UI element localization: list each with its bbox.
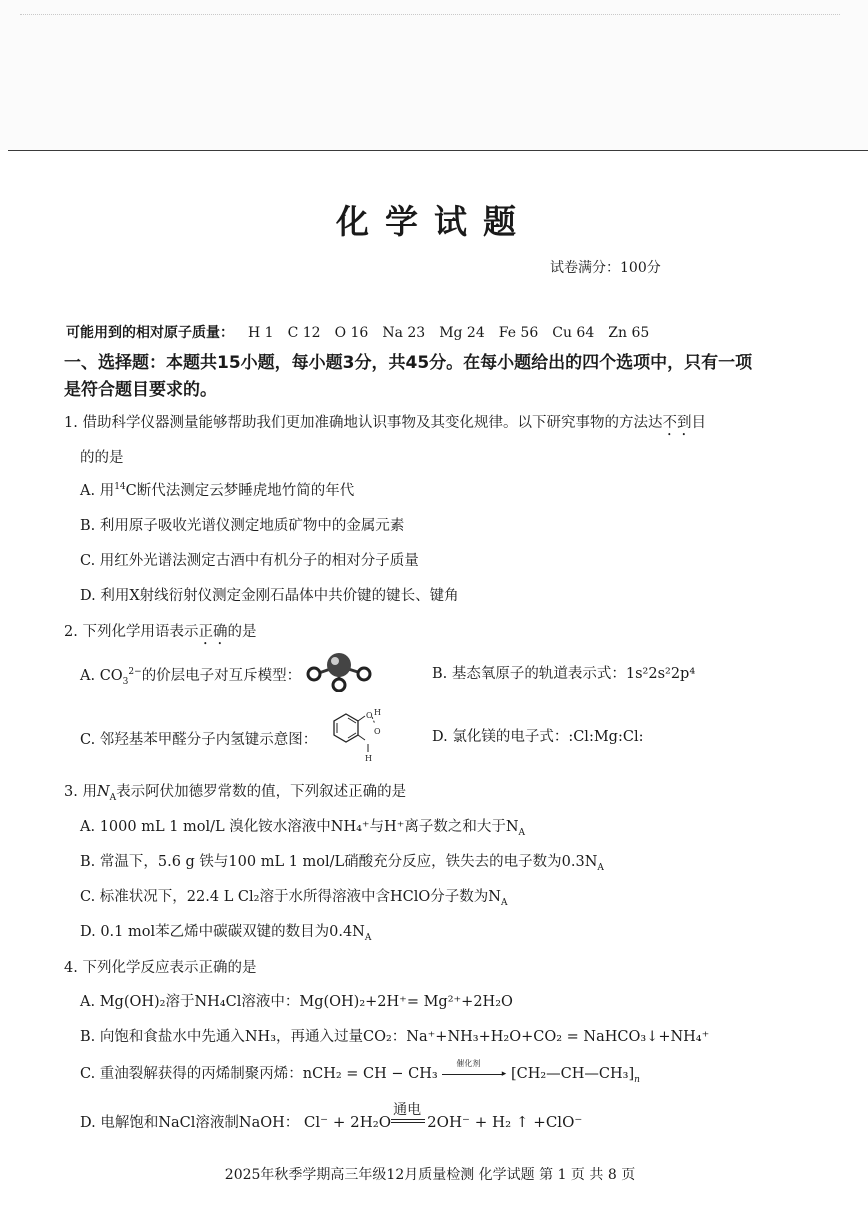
page-title: 化学试题	[336, 202, 532, 241]
q4-c-post: [CH₂—CH—CH₃]	[510, 1066, 635, 1082]
q3-stem-b: 表示阿伏加德罗常数的值，下列叙述正确的是	[116, 784, 407, 800]
q2-b-text: B. 基态氧原子的轨道表示式：	[432, 666, 626, 682]
full-score: 试卷满分：100分	[550, 260, 661, 276]
q1-option-b: B. 利用原子吸收光谱仪测定地质矿物中的金属元素	[80, 518, 405, 534]
q4-c-n: n	[634, 1074, 640, 1085]
page-footer: 2025年秋季学期高三年级12月质量检测 化学试题 第 1 页 共 8 页	[224, 1167, 636, 1183]
q4-c-pre: C. 重油裂解获得的丙烯制聚丙烯：nCH₂ = CH − CH₃	[80, 1066, 438, 1082]
atomic-masses	[66, 322, 649, 342]
q4-c-arrow: 催化剂 ▸	[442, 1067, 506, 1081]
q2-a-post: 的价层电子对互斥模型：	[141, 668, 302, 684]
scan-dots	[20, 14, 840, 25]
q2-d-formula: :Cl:Mg:Cl:	[568, 729, 644, 745]
q3-stem-a: 3. 用	[64, 784, 97, 800]
q2-stem-b: 的是	[227, 624, 257, 640]
header-rule	[8, 150, 868, 151]
q4-d-post: 2OH⁻ + H₂ ↑ +ClO⁻	[427, 1113, 583, 1131]
q3-b-text: B. 常温下，5.6 g 铁与100 mL 1 mol/L硝酸充分反应，铁失去的电子数为0.3N	[80, 854, 598, 870]
q1-stem	[64, 411, 706, 439]
q3-na-sub: A	[109, 792, 117, 803]
atomic-mass-item: Zn 65	[608, 325, 650, 341]
q2-stem	[64, 620, 256, 648]
q4-d-pre: D. 电解饱和NaCl溶液制NaOH：	[80, 1115, 300, 1131]
q3-a-text: A. 1000 mL 1 mol/L 溴化铵水溶液中NH₄⁺与H⁺离子数之和大于N	[80, 819, 519, 835]
q3-stem	[64, 780, 406, 803]
q4-c-catalyst: 催化剂	[456, 1059, 481, 1068]
q2-stem-emph: 正确	[198, 624, 228, 640]
q3-na: N	[96, 784, 110, 800]
q4-option-a: A. Mg(OH)₂溶于NH₄Cl溶液中：Mg(OH)₂+2H⁺= Mg²⁺+2H₂O	[80, 994, 513, 1010]
q1-stem-text: 1. 借助科学仪器测量能够帮助我们更加准确地认识事物及其变化规律。以下研究事物的方法达	[64, 415, 663, 431]
hb-atom-o1: O	[366, 711, 373, 720]
q2-d-text: D. 氯化镁的电子式：	[432, 729, 569, 745]
atomic-mass-item: Cu 64	[552, 325, 595, 341]
q3-option-d	[80, 920, 371, 943]
q2-option-c: C. 邻羟基苯甲醛分子内氢键示意图：	[80, 732, 318, 748]
q3-b-sub: A	[597, 862, 604, 873]
q4-option-b: B. 向饱和食盐水中先通入NH₃，再通入过量CO₂：Na⁺+NH₃+H₂O+CO₂ = NaHCO₃↓+NH₄⁺	[80, 1029, 710, 1045]
q3-option-c	[80, 885, 507, 908]
atomic-mass-list	[234, 325, 649, 341]
q2-option-a	[80, 664, 301, 687]
vsepr-model-diagram	[302, 648, 376, 692]
atomic-mass-item: C 12	[287, 325, 321, 341]
q1-stem-cont: 的的是	[80, 450, 124, 466]
q3-d-text: D. 0.1 mol苯乙烯中碳碳双键的数目为0.4N	[80, 924, 365, 940]
q2-option-d	[432, 725, 643, 746]
q2-a-sup: 2−	[128, 667, 142, 678]
q4-d-condition	[391, 1102, 427, 1127]
q3-option-b	[80, 850, 604, 873]
q4-option-c	[80, 1059, 640, 1085]
q4-d-eq: Cl⁻ + 2H₂O	[303, 1113, 392, 1131]
q3-a-sub: A	[518, 827, 526, 838]
q3-option-a	[80, 815, 525, 838]
q1-a-pre: A. 用	[80, 483, 115, 499]
q1-a-sup: 14	[114, 482, 126, 493]
q4-stem: 4. 下列化学反应表示正确的是	[64, 960, 257, 976]
q2-option-b	[432, 662, 695, 683]
atomic-mass-item: H 1	[248, 325, 274, 341]
q3-d-sub: A	[364, 932, 372, 943]
q1-stem-emph: 不到	[662, 415, 692, 431]
atomic-mass-item: Fe 56	[498, 325, 539, 341]
q4-d-cond-text: 通电	[393, 1102, 422, 1118]
atomic-mass-item: Na 23	[382, 325, 426, 341]
q1-a-post: C断代法测定云梦睡虎地竹简的年代	[125, 483, 355, 499]
hb-atom-o2: O	[374, 727, 381, 736]
q1-option-a	[80, 479, 354, 500]
hb-atom-h2: H	[365, 754, 372, 763]
q2-a-sub: 3	[122, 676, 129, 687]
q2-a-pre: A. CO	[80, 668, 123, 684]
hb-atom-h1: H	[374, 708, 381, 717]
q4-option-d	[80, 1102, 583, 1132]
hbond-molecule-diagram	[328, 704, 384, 764]
atomic-mass-item: O 16	[334, 325, 369, 341]
q3-c-sub: A	[500, 897, 508, 908]
atomic-masses-label: 可能用到的相对原子质量：	[66, 325, 234, 341]
q2-b-config: 1s²2s²2p⁴	[625, 666, 696, 682]
scan-blank-header	[0, 0, 868, 150]
q1-option-c: C. 用红外光谱法测定古酒中有机分子的相对分子质量	[80, 553, 419, 569]
q1-stem-end: 目	[691, 415, 706, 431]
q1-option-d: D. 利用X射线衍射仪测定金刚石晶体中共价键的键长、键角	[80, 588, 459, 604]
atomic-mass-item: Mg 24	[439, 325, 485, 341]
section-heading: 一、选择题：本题共15小题，每小题3分，共45分。在每小题给出的四个选项中，只有一项是符合题目要求的。	[64, 353, 753, 400]
q3-c-text: C. 标准状况下，22.4 L Cl₂溶于水所得溶液中含HClO分子数为N	[80, 889, 501, 905]
q2-stem-a: 2. 下列化学用语表示	[64, 624, 199, 640]
